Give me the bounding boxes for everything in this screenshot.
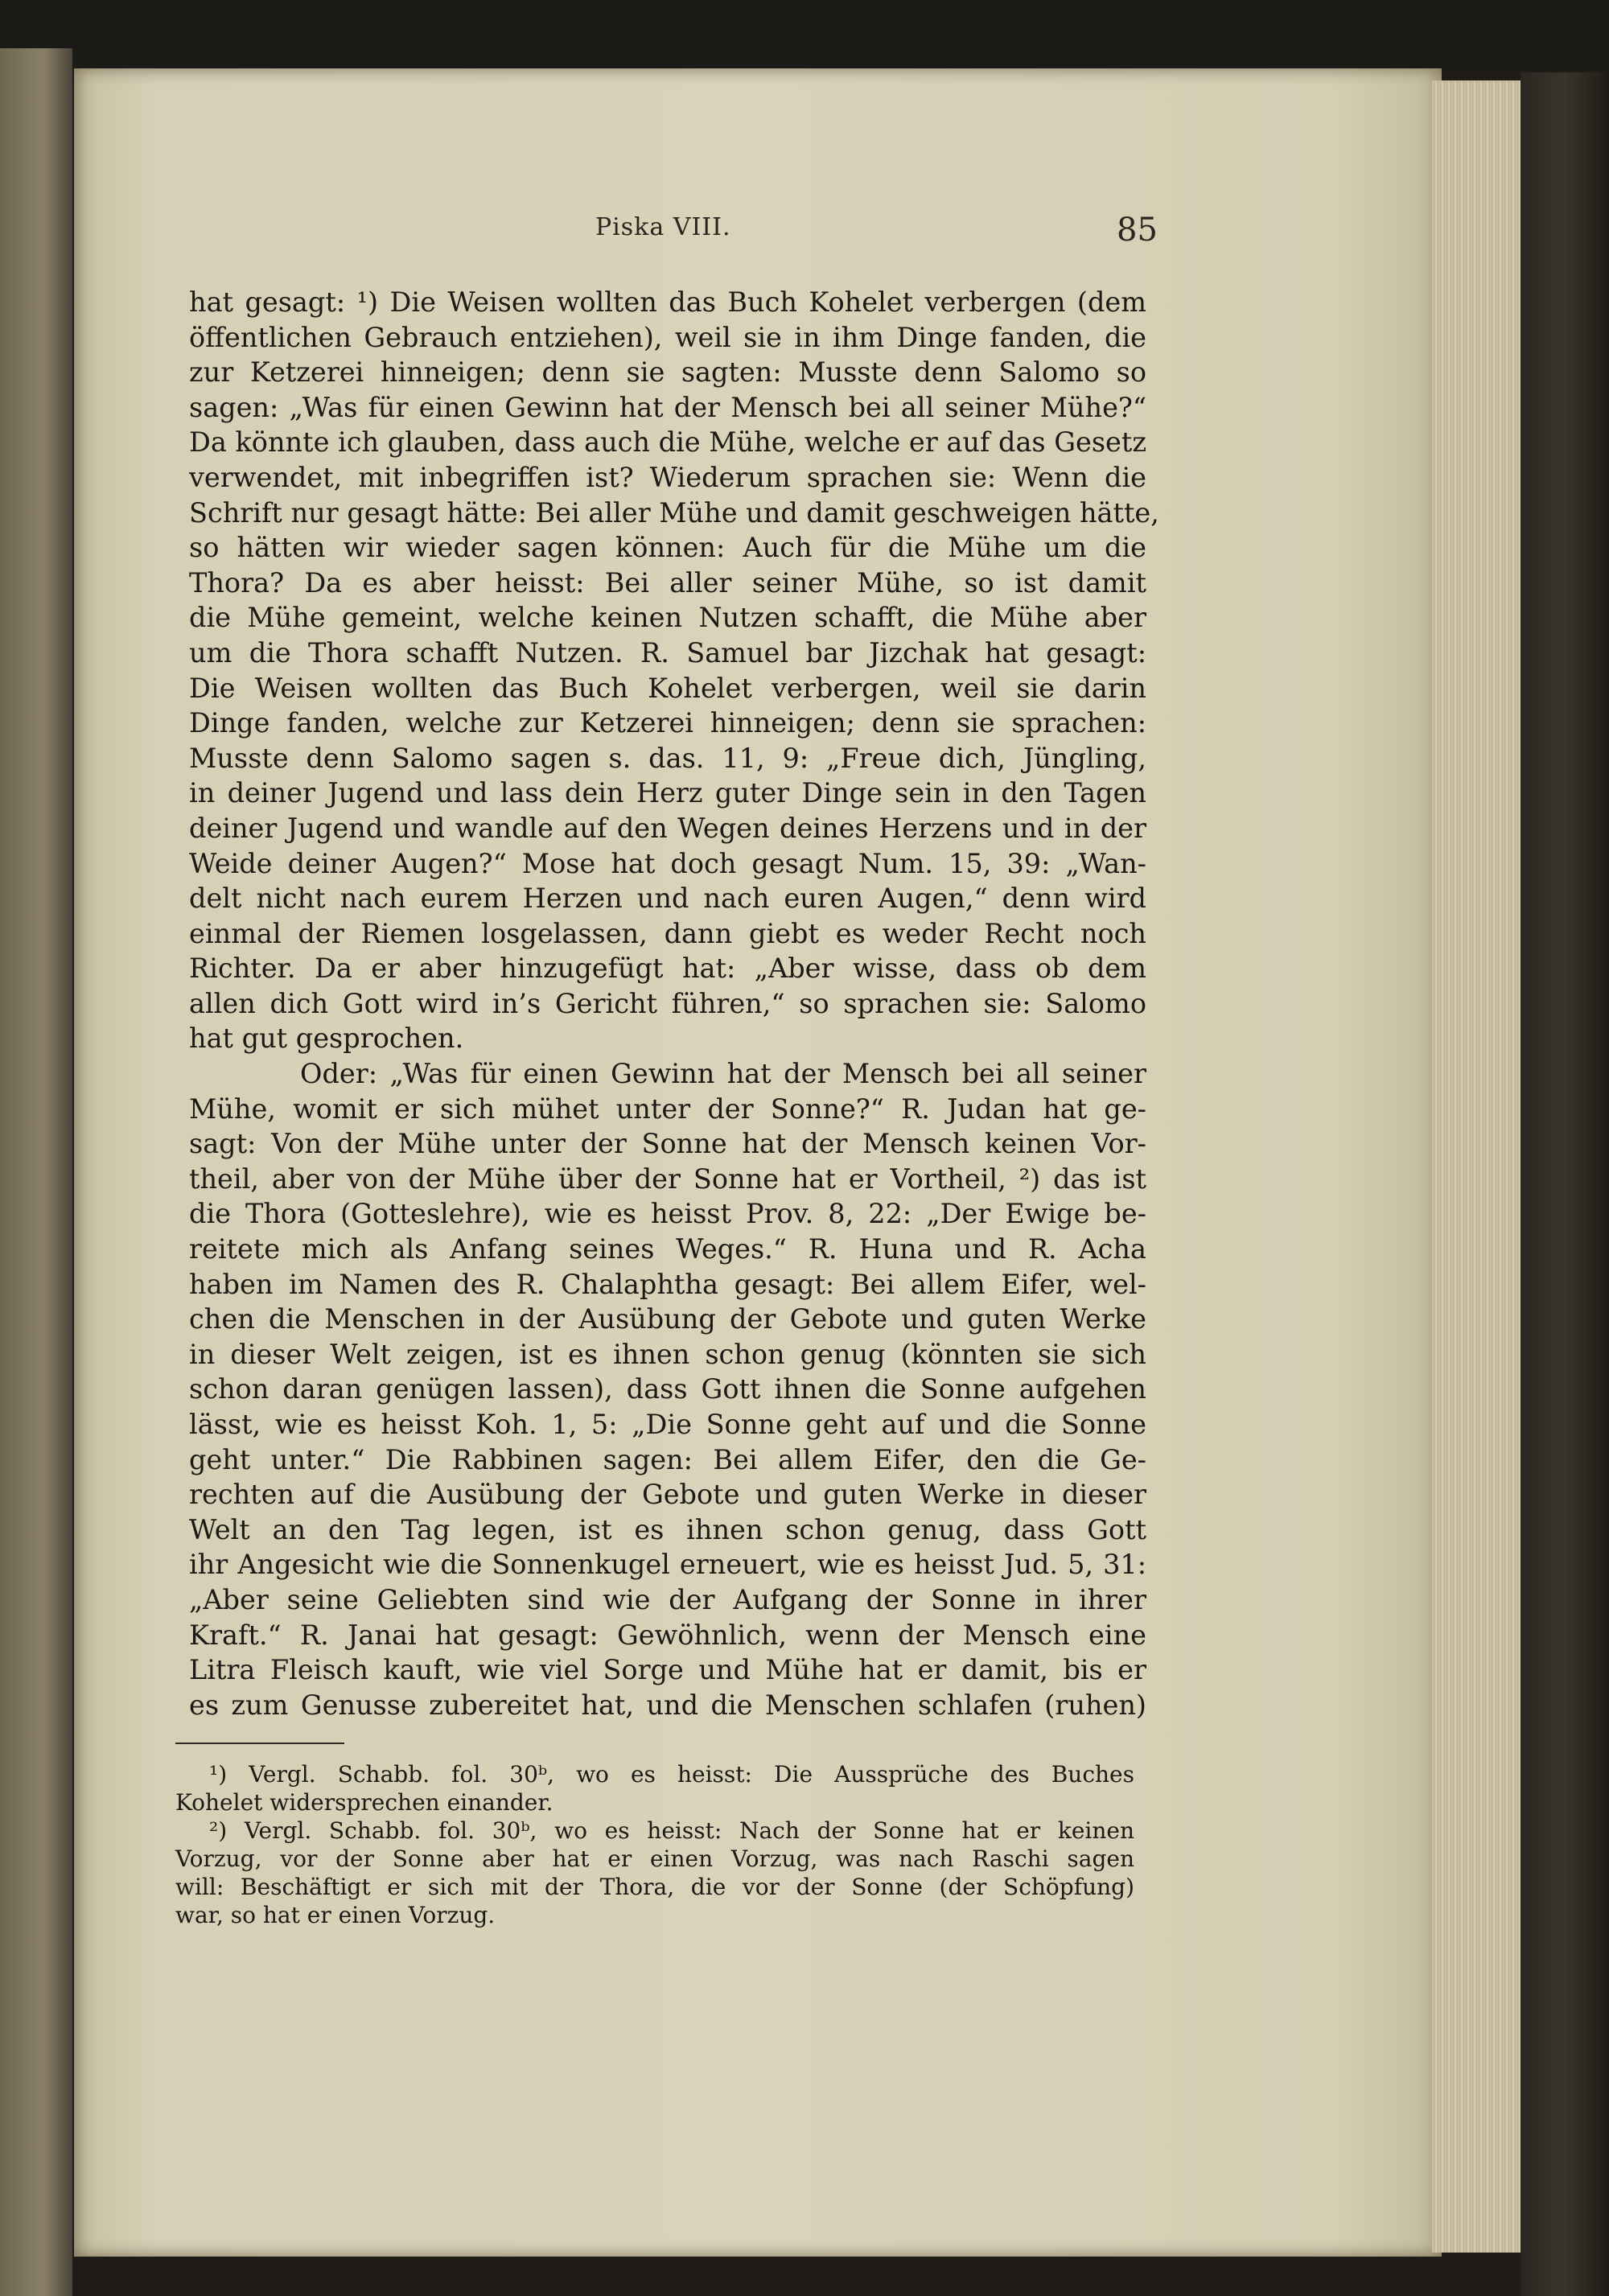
footnote-rule: [175, 1743, 344, 1744]
text-line: Kraft.“ R. Janai hat gesagt: Gewöhnlich, wenn der Mensch eine: [189, 1619, 1146, 1651]
text-line: Litra Fleisch kauft, wie viel Sorge und Mühe hat er damit, bis er: [189, 1654, 1146, 1686]
text-line: geht unter.“ Die Rabbinen sagen: Bei allem Eifer, den die Ge-: [189, 1443, 1146, 1475]
text-line: schon daran genügen lassen), dass Gott ihnen die Sonne aufgehen: [189, 1373, 1146, 1405]
text-line: haben im Namen des R. Chalaphtha gesagt: Bei allem Eifer, wel-: [189, 1268, 1146, 1300]
text-line: lässt, wie es heisst Koh. 1, 5: „Die Sonne geht auf und die Sonne: [189, 1409, 1146, 1440]
text-line: Die Weisen wollten das Buch Kohelet verbergen, weil sie darin: [189, 672, 1146, 704]
text-line: die Thora (Gotteslehre), wie es heisst Prov. 8, 22: „Der Ewige be-: [189, 1198, 1146, 1230]
text-line: Welt an den Tag legen, ist es ihnen schon genug, dass Gott: [189, 1513, 1146, 1545]
text-line: in dieser Welt zeigen, ist es ihnen schon genug (könnten sie sich: [189, 1338, 1146, 1370]
text-line: reitete mich als Anfang seines Weges.“ R. Huna und R. Acha: [189, 1233, 1146, 1265]
text-line: Richter. Da er aber hinzugefügt hat: „Aber wisse, dass ob dem: [189, 953, 1146, 985]
text-line: hat gut gesprochen.: [189, 1023, 464, 1055]
footnote-1-line: ¹) Vergl. Schabb. fol. 30ᵇ, wo es heisst: Die Aussprüche des Buches: [209, 1761, 1134, 1788]
text-line: Da könnte ich glauben, dass auch die Mühe, welche er auf das Gesetz: [189, 426, 1146, 459]
text-line: verwendet, mit inbegriffen ist? Wiederum sprachen sie: Wenn die: [189, 461, 1146, 493]
book-cover: [1521, 72, 1609, 2296]
text-line: hat gesagt: ¹) Die Weisen wollten das Buch Kohelet verbergen (dem: [189, 286, 1146, 318]
page-header: [0, 213, 1609, 261]
text-line: Weide deiner Augen?“ Mose hat doch gesagt Num. 15, 39: „Wan-: [189, 847, 1146, 879]
text-line: chen die Menschen in der Ausübung der Gebote und guten Werke: [189, 1303, 1146, 1335]
text-line: theil, aber von der Mühe über der Sonne hat er Vortheil, ²) das ist: [189, 1162, 1146, 1195]
text-line: öffentlichen Gebrauch entziehen), weil sie in ihm Dinge fanden, die: [189, 321, 1146, 353]
footnote-2-line: war, so hat er einen Vorzug.: [175, 1902, 496, 1928]
footnote-1-line: Kohelet widersprechen einander.: [175, 1789, 553, 1816]
text-line: Dinge fanden, welche zur Ketzerei hinneigen; denn sie sprachen:: [189, 707, 1146, 739]
text-line: um die Thora schafft Nutzen. R. Samuel bar Jizchak hat gesagt:: [189, 636, 1146, 669]
left-page-edge: [0, 48, 72, 2296]
background-top: [0, 0, 1609, 71]
text-line: sagt: Von der Mühe unter der Sonne hat der Mensch keinen Vor-: [189, 1128, 1146, 1160]
body-text: [189, 285, 1159, 1722]
text-line: die Mühe gemeint, welche keinen Nutzen schafft, die Mühe aber: [189, 602, 1146, 634]
footnote-2-line: Vorzug, vor der Sonne aber hat er einen Vorzug, was nach Raschi sagen: [175, 1845, 1134, 1872]
text-line: einmal der Riemen losgelassen, dann giebt es weder Recht noch: [189, 917, 1146, 949]
text-line: Schrift nur gesagt hätte: Bei aller Mühe und damit geschweigen hätte,: [189, 496, 1159, 529]
text-line: zur Ketzerei hinneigen; denn sie sagten: Musste denn Salomo so: [189, 356, 1146, 389]
text-line: in deiner Jugend und lass dein Herz guter Dinge sein in den Tagen: [189, 777, 1146, 809]
footnotes: [175, 1760, 1134, 1929]
text-line: sagen: „Was für einen Gewinn hat der Mensch bei all seiner Mühe?“: [189, 391, 1146, 423]
text-line: deiner Jugend und wandle auf den Wegen deines Herzens und in der: [189, 812, 1146, 844]
text-line: Thora? Da es aber heisst: Bei aller seiner Mühe, so ist damit: [189, 566, 1146, 599]
text-line: Musste denn Salomo sagen s. das. 11, 9: „Freue dich, Jüngling,: [189, 742, 1146, 774]
footnote-2-line: ²) Vergl. Schabb. fol. 30ᵇ, wo es heisst: Nach der Sonne hat er keinen: [209, 1817, 1134, 1844]
paragraph-start-line: Oder: „Was für einen Gewinn hat der Mensch bei all seiner: [300, 1058, 1146, 1090]
footnote-2-line: will: Beschäftigt er sich mit der Thora, die vor der Sonne (der Schöpfung): [175, 1874, 1134, 1900]
text-line: so hätten wir wieder sagen können: Auch für die Mühe um die: [189, 532, 1146, 564]
text-line: delt nicht nach eurem Herzen und nach euren Augen,“ denn wird: [189, 883, 1146, 915]
page-number: 85: [1117, 212, 1158, 249]
text-line: es zum Genusse zubereitet hat, und die Menschen schlafen (ruhen): [189, 1689, 1146, 1721]
text-line: ihr Angesicht wie die Sonnenkugel erneuert, wie es heisst Jud. 5, 31:: [189, 1549, 1146, 1581]
text-line: „Aber seine Geliebten sind wie der Aufgang der Sonne in ihrer: [189, 1583, 1146, 1615]
page-edges: [1432, 80, 1521, 2253]
text-line: allen dich Gott wird in’s Gericht führen,“ so sprachen sie: Salomo: [189, 987, 1146, 1019]
running-head: Piska VIII.: [595, 213, 731, 241]
text-line: Mühe, womit er sich mühet unter der Sonne?“ R. Judan hat ge-: [189, 1092, 1146, 1125]
text-line: rechten auf die Ausübung der Gebote und guten Werke in dieser: [189, 1479, 1146, 1511]
